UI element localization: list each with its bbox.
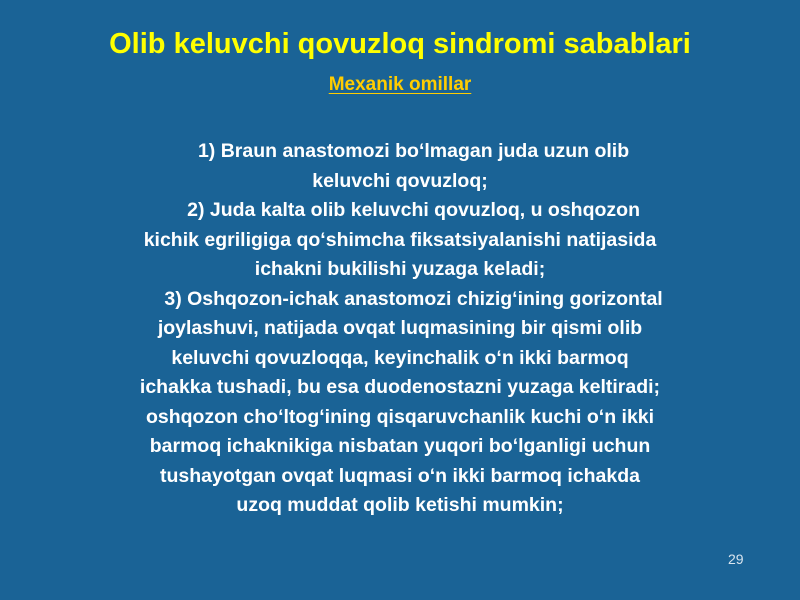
text-line: 1) Braun anastomozi bo‘lmagan juda uzun olib xyxy=(170,140,630,162)
page-number: 29 xyxy=(728,551,744,567)
slide-title: Olib keluvchi qovuzloq sindromi sabablari xyxy=(109,28,691,60)
text-line: oshqozon cho‘ltog‘ining qisqaruvchanlik kuchi o‘n ikki xyxy=(145,405,655,428)
slide-body xyxy=(40,137,760,521)
text-line: joylashuvi, natijada ovqat luqmasining bir qismi olib xyxy=(157,317,643,339)
text-line: keluvchi qovuzloq; xyxy=(312,169,488,192)
slide-subtitle xyxy=(0,74,800,96)
text-line: keluvchi qovuzloqqa, keyinchalik o‘n ikki barmoq xyxy=(171,346,629,369)
text-line: barmoq ichaknikiga nisbatan yuqori bo‘lganligi uchun xyxy=(149,435,651,457)
text-line: uzoq muddat qolib ketishi mumkin; xyxy=(236,494,564,516)
text-line: ichakka tushadi, bu esa duodenostazni yuzaga keltiradi; xyxy=(139,376,661,398)
text-line: ichakni bukilishi yuzaga keladi; xyxy=(254,258,546,280)
cause-item-3 xyxy=(40,285,760,521)
slide-subtitle-text: Mexanik omillar xyxy=(328,74,472,95)
cause-item-2 xyxy=(40,196,760,285)
cause-item-1 xyxy=(40,137,760,196)
text-line: 3) Oshqozon-ichak anastomozi chizig‘ining gorizontal xyxy=(137,287,663,310)
text-line: 2) Juda kalta olib keluvchi qovuzloq, u oshqozon xyxy=(160,199,640,221)
text-line: tushayotgan ovqat luqmasi o‘n ikki barmoq ichakda xyxy=(159,464,641,487)
text-line: kichik egriligiga qo‘shimcha fiksatsiyalanishi natijasida xyxy=(143,228,657,251)
